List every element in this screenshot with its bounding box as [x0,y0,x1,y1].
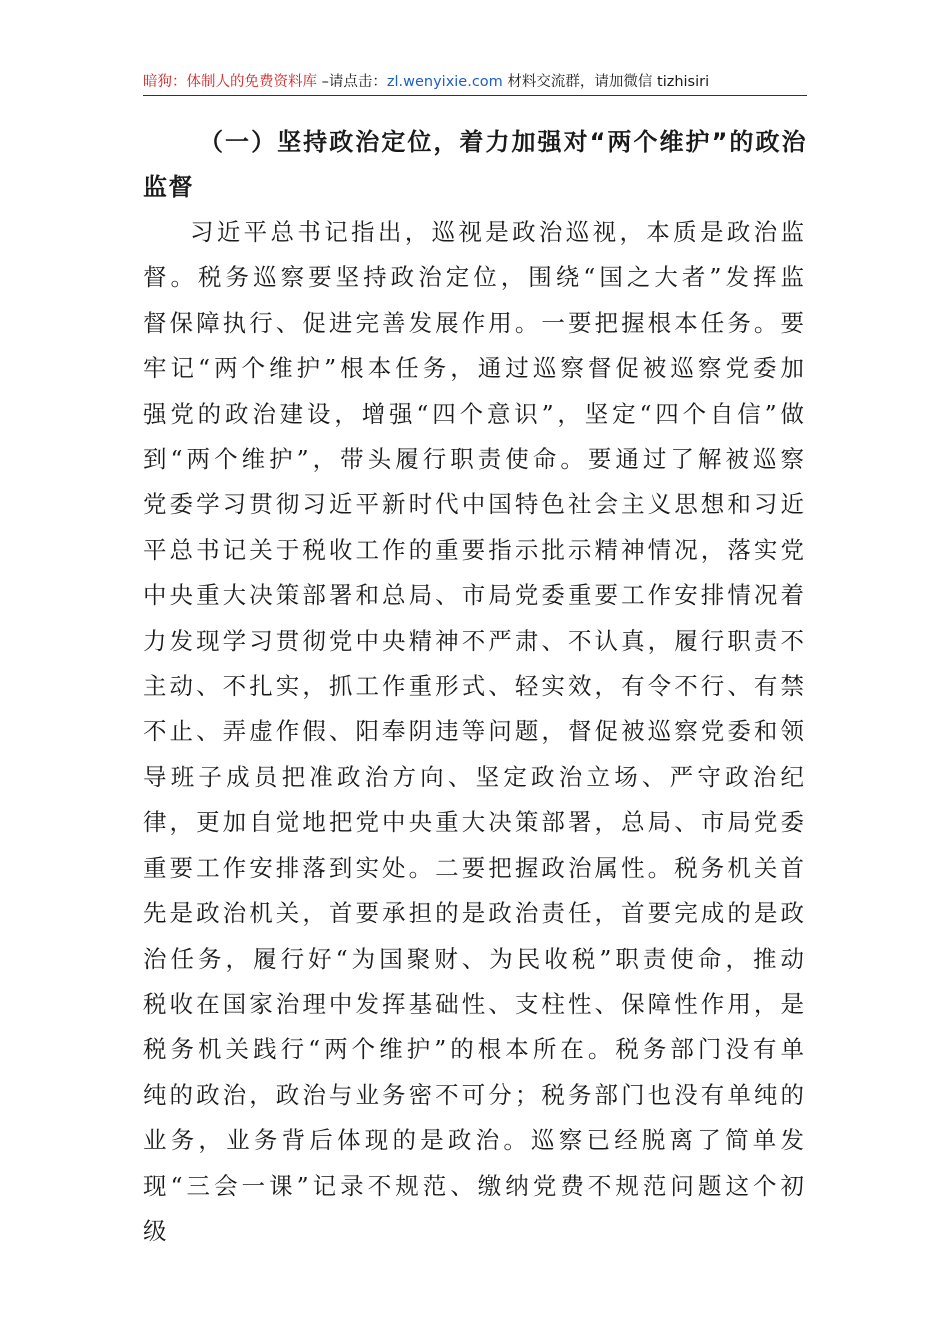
body-paragraph: 习近平总书记指出，巡视是政治巡视，本质是政治监督。税务巡察要坚持政治定位，围绕“国之大者”发挥监督保障执行、促进完善发展作用。一要把握根本任务。要牢记“两个维护”根本任务，通过巡察督促被巡察党委加强党的政治建设，增强“四个意识”，坚定“四个自信”做到“两个维护”，带头履行职责使命。要通过了解被巡察党委学习贯彻习近平新时代中国特色社会主义思想和习近平总书记关于税收工作的重要指示批示精神情况，落实党中央重大决策部署和总局、市局党委重要工作安排情况着力发现学习贯彻党中央精神不严肃、不认真，履行职责不主动、不扎实，抓工作重形式、轻实效，有令不行、有禁不止、弄虚作假、阳奉阴违等问题，督促被巡察党委和领导班子成员把准政治方向、坚定政治立场、严守政治纪律，更加自觉地把党中央重大决策部署，总局、市局党委重要工作安排落到实处。二要把握政治属性。税务机关首先是政治机关，首要承担的是政治责任，首要完成的是政治任务，履行好“为国聚财、为民收税”职责使命，推动税收在国家治理中发挥基础性、支柱性、保障性作用，是税务机关践行“两个维护”的根本所在。税务部门没有单纯的政治，政治与业务密不可分；税务部门也没有单纯的业务，业务背后体现的是政治。巡察已经脱离了简单发现“三会一课”记录不规范、缴纳党费不规范问题这个初级 [143,218,807,1245]
group-note: 材料交流群，请加微信 tizhisiri [502,74,710,90]
document-body [143,120,807,1254]
section-heading: （一）坚持政治定位，着力加强对“两个维护”的政治监督 [143,128,807,201]
click-prefix: –请点击： [317,74,387,90]
site-name[interactable]: 暗狗：体制人的免费资料库 [143,74,317,90]
header-divider [143,95,807,96]
site-link[interactable]: zl.wenyixie.com [386,74,503,90]
page-header [143,70,807,94]
